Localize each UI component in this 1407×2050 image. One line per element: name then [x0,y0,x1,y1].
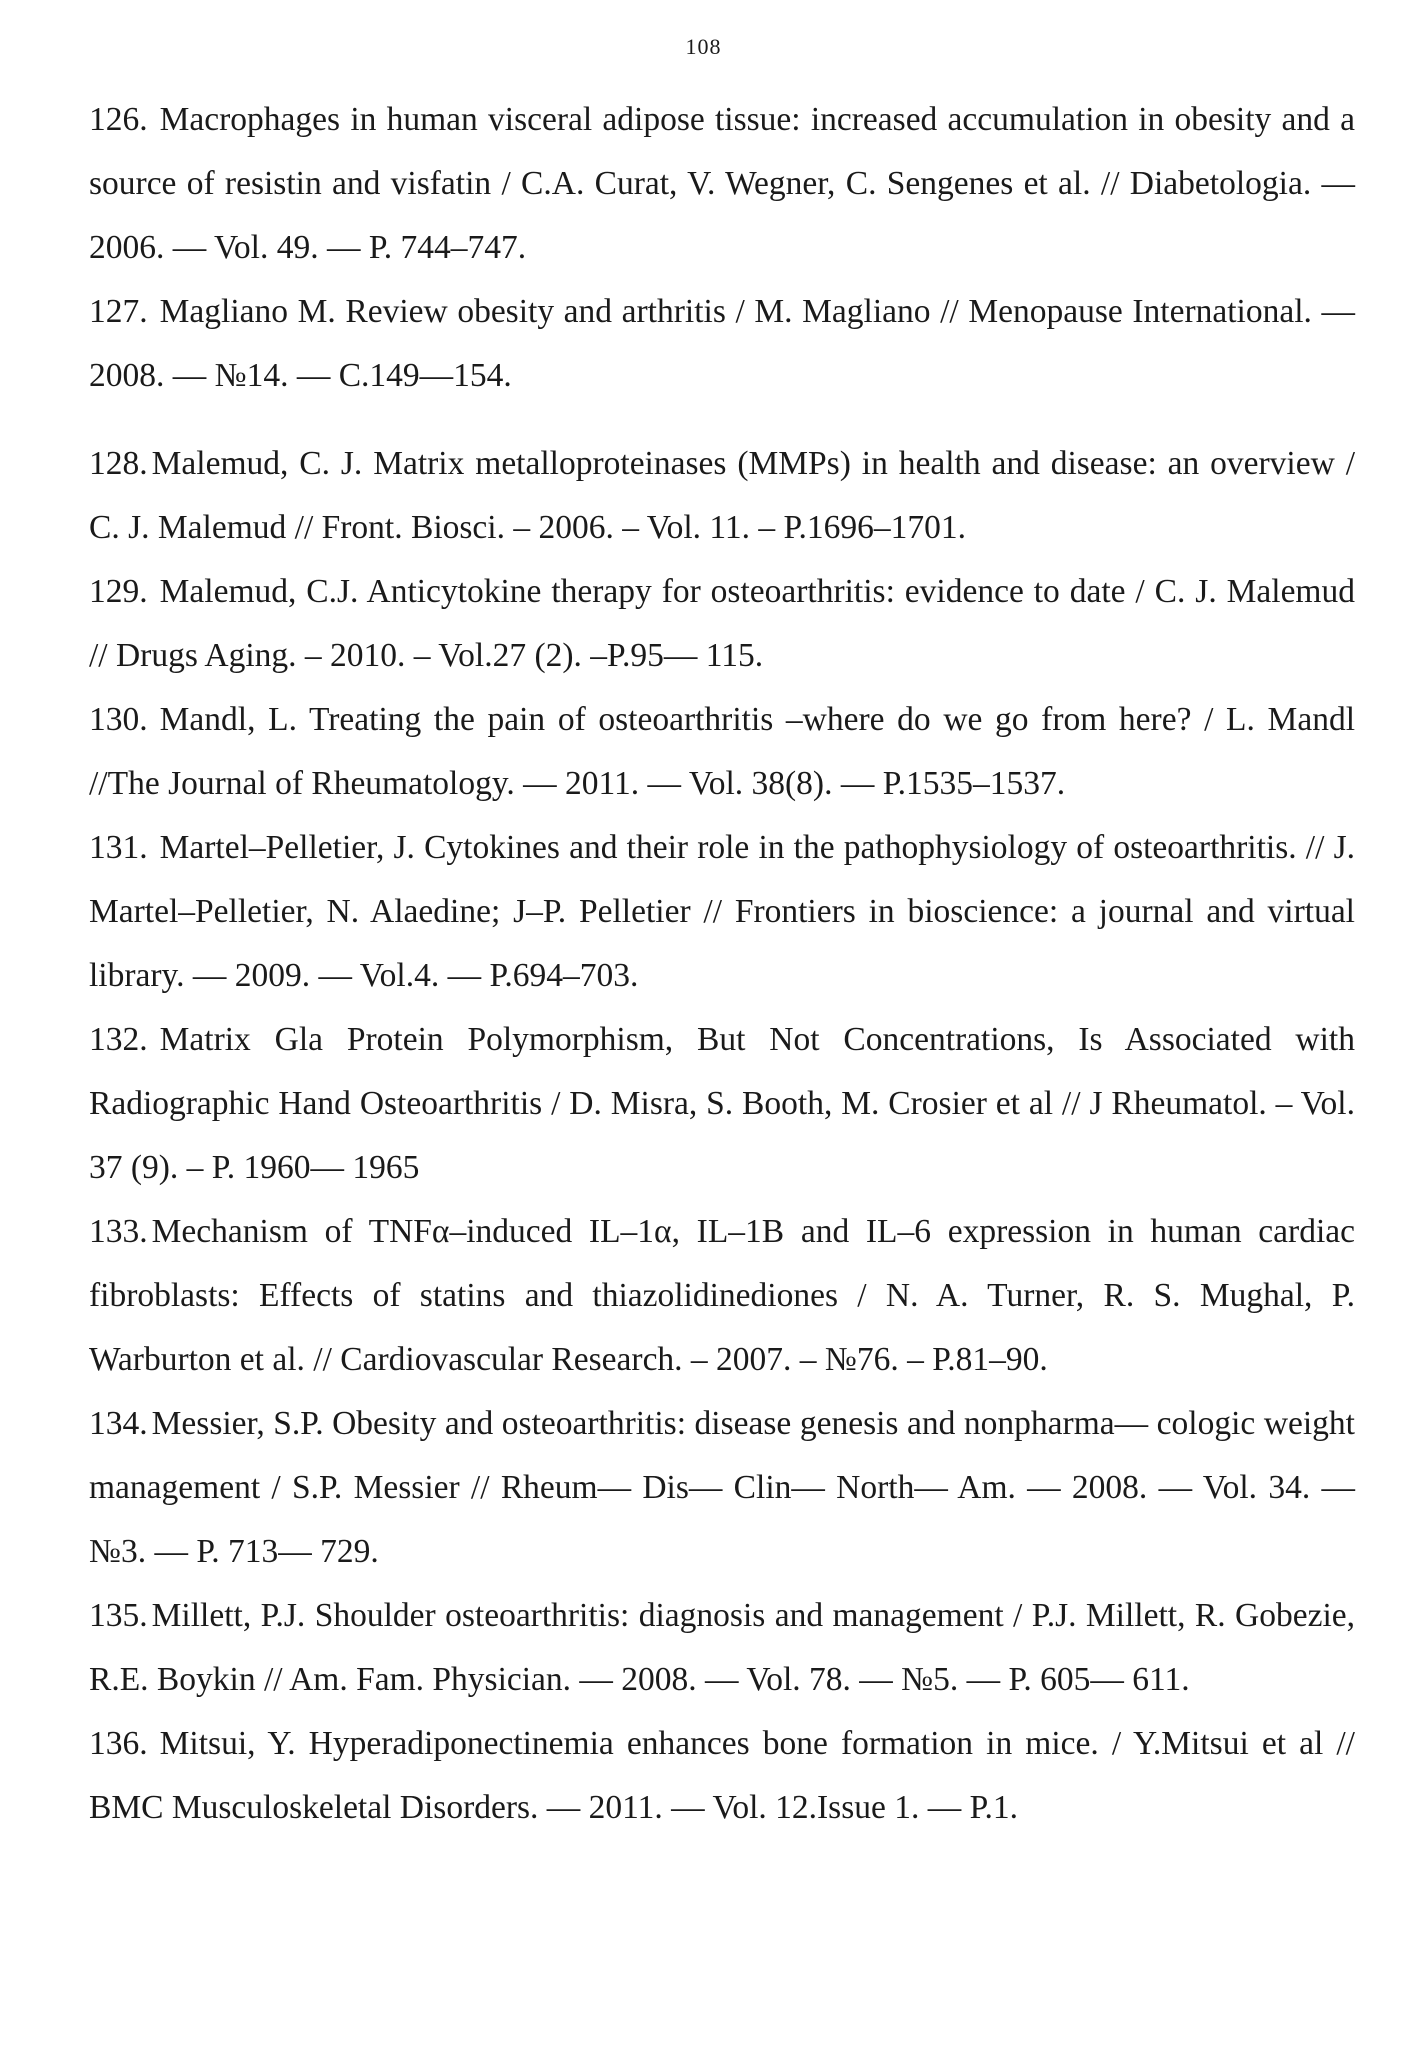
reference-item [89,560,1355,688]
reference-text: Martel–Pelletier, J. Cytokines and their role in the pathophysiology of osteoarthritis. // J. Martel–Pelletier, N. Alaedine; J–P. Pelletier // Frontiers in bioscience: a journal and virtual library. — 2009. — Vol.4. — P.694–703. [89,829,1355,994]
reference-item [89,1008,1355,1200]
reference-text: Mitsui, Y. Hyperadiponectinemia enhances bone formation in mice. / Y.Mitsui et al // BMC Musculoskeletal Disorders. — 2011. — Vol. 12.Issue 1. — P.1. [89,1725,1355,1826]
reference-number: 136. [89,1725,148,1762]
reference-number: 132. [89,1021,148,1058]
reference-number: 133. [89,1213,148,1250]
reference-number: 127. [89,293,148,330]
reference-item [89,280,1355,408]
reference-text: Matrix Gla Protein Polymorphism, But Not Concentrations, Is Associated with Radiographic Hand Osteoarthritis / D. Misra, S. Booth, M. Crosier et al // J Rheumatol. – Vol. 37 (9). – P. 1960— 1965 [89,1021,1355,1186]
reference-number: 134. [89,1405,148,1442]
reference-number: 129. [89,573,148,610]
reference-text: Malemud, C. J. Matrix metalloproteinases (MMPs) in health and disease: an overview / C. J. Malemud // Front. Biosci. – 2006. – Vol. 11. – P.1696–1701. [89,445,1355,546]
reference-text: Messier, S.P. Obesity and osteoarthritis: disease genesis and nonpharma— cologic weight management / S.P. Messier // Rheum— Dis— Clin— North— Am. — 2008. — Vol. 34. — №3. — P. 713— 729. [89,1405,1355,1570]
page-number: 108 [685,34,722,59]
reference-number: 135. [89,1597,148,1634]
reference-number: 130. [89,701,148,738]
reference-number: 128. [89,445,148,482]
reference-item [89,1712,1355,1840]
reference-item [89,816,1355,1008]
reference-text: Millett, P.J. Shoulder osteoarthritis: diagnosis and management / P.J. Millett, R. Gobezie, R.E. Boykin // Am. Fam. Physician. — 2008. — Vol. 78. — №5. — P. 605— 611. [89,1597,1355,1698]
reference-number: 131. [89,829,148,866]
reference-item [89,432,1355,560]
reference-number: 126. [89,101,148,138]
reference-item [89,88,1355,280]
reference-list [89,88,1355,1840]
reference-item [89,688,1355,816]
reference-text: Mandl, L. Treating the pain of osteoarthritis –where do we go from here? / L. Mandl //The Journal of Rheumatology. — 2011. — Vol. 38(8). — P.1535–1537. [89,701,1355,802]
reference-text: Malemud, C.J. Anticytokine therapy for osteoarthritis: evidence to date / C. J. Malemud // Drugs Aging. – 2010. – Vol.27 (2). –P.95— 115. [89,573,1355,674]
reference-item [89,1392,1355,1584]
reference-text: Magliano M. Review obesity and arthritis / M. Magliano // Menopause International. — 2008. — №14. — C.149—154. [89,293,1355,394]
reference-item [89,1200,1355,1392]
reference-text: Macrophages in human visceral adipose tissue: increased accumulation in obesity and a source of resistin and visfatin / C.A. Curat, V. Wegner, C. Sengenes et al. // Diabetologia. — 2006. — Vol. 49. — P. 744–747. [89,101,1355,266]
reference-text: Mechanism of TNFα–induced IL–1α, IL–1B and IL–6 expression in human cardiac fibroblasts: Effects of statins and thiazolidinediones / N. A. Turner, R. S. Mughal, P. Warburton et al. // Cardiovascular Research. – 2007. – №76. – P.81–90. [89,1213,1355,1378]
reference-item [89,1584,1355,1712]
